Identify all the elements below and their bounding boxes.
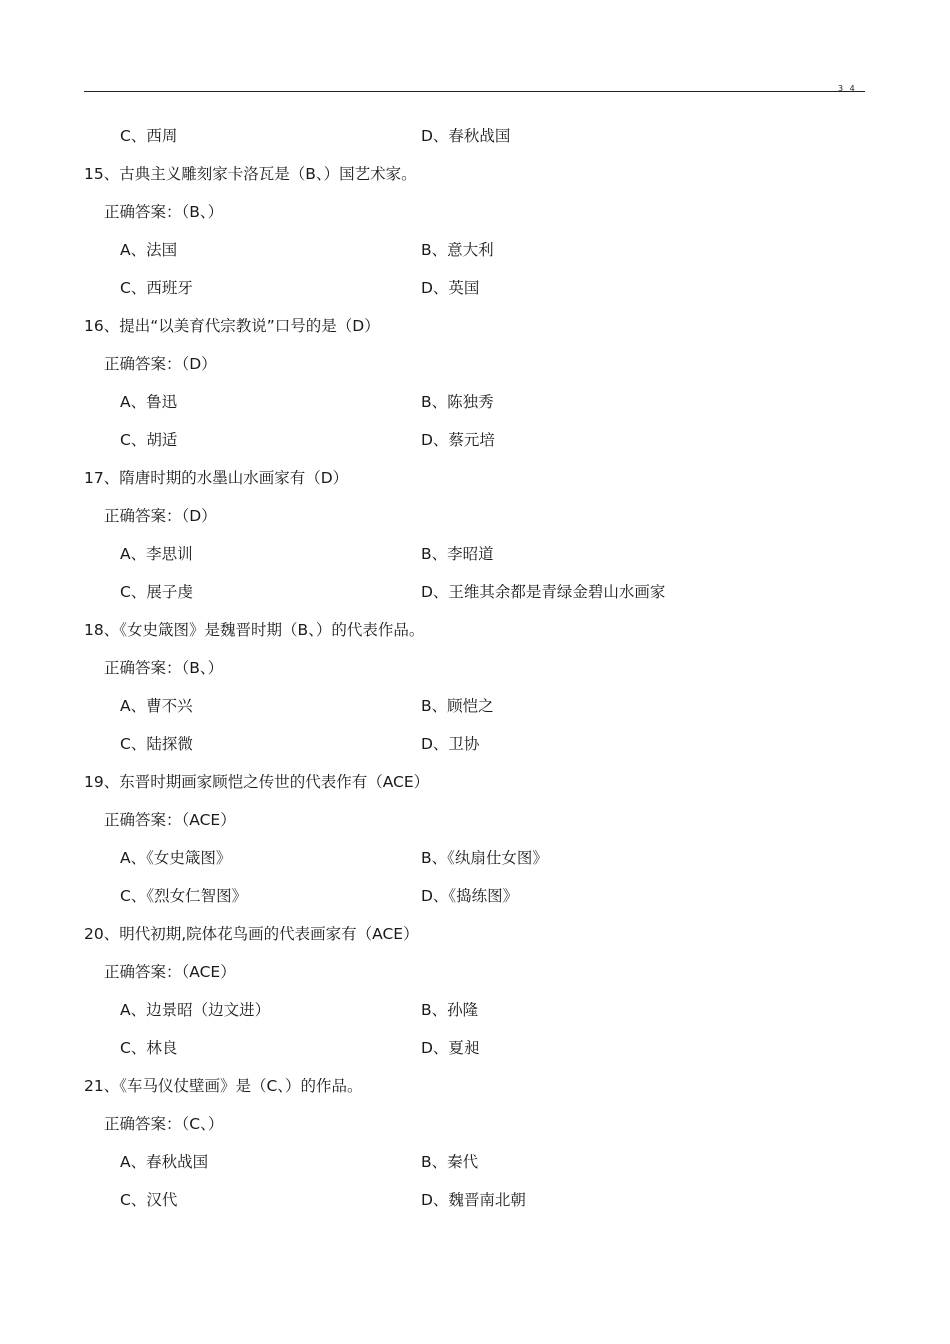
question-block [84,612,884,764]
option-row [84,574,884,612]
option-row [84,878,884,916]
option-b: B、《纨扇仕女图》 [421,849,548,868]
option-row [84,232,884,270]
option-row [84,270,884,308]
option-c: C、展子虔 [120,583,193,602]
correct-answer: 正确答案：（D） [104,507,217,526]
option-row [84,992,884,1030]
option-b: B、李昭道 [421,545,494,564]
correct-answer: 正确答案：（C、） [104,1115,224,1134]
option-c: C、陆探微 [120,735,193,754]
option-c: C、西周 [120,127,178,146]
question-block [84,764,884,916]
question-block [84,916,884,1068]
option-row [84,536,884,574]
option-row [84,1182,884,1220]
option-row [84,688,884,726]
option-c: C、西班牙 [120,279,193,298]
option-a: A、春秋战国 [120,1153,209,1172]
option-d: D、夏昶 [421,1039,480,1058]
question-text: 19、东晋时期画家顾恺之传世的代表作有（ACE） [84,773,430,792]
question-text: 15、古典主义雕刻家卡洛瓦是（B、）国艺术家。 [84,165,417,184]
correct-answer: 正确答案：（B、） [104,659,224,678]
question-block [84,156,884,308]
option-d: D、卫协 [421,735,480,754]
correct-answer: 正确答案：（D） [104,355,217,374]
option-c: C、《烈女仁智图》 [120,887,248,906]
question-block [84,1068,884,1220]
option-c: C、汉代 [120,1191,178,1210]
option-row [84,1030,884,1068]
option-b: B、顾恺之 [421,697,494,716]
question-text: 20、明代初期,院体花鸟画的代表画家有（ACE） [84,925,419,944]
page-number: 3 4 [838,84,857,93]
option-row [84,726,884,764]
option-c: C、林良 [120,1039,178,1058]
option-d: D、蔡元培 [421,431,495,450]
option-row [84,384,884,422]
option-row [84,1144,884,1182]
question-list [84,118,884,1220]
header-rule [84,91,865,92]
question-block [84,460,884,612]
correct-answer: 正确答案：（B、） [104,203,224,222]
option-d: D、王维其余都是青绿金碧山水画家 [421,583,666,602]
question-block [84,308,884,460]
option-d: D、春秋战国 [421,127,511,146]
option-a: A、边景昭（边文进） [120,1001,271,1020]
option-b: B、陈独秀 [421,393,494,412]
option-b: B、秦代 [421,1153,479,1172]
option-row [84,118,884,156]
question-text: 16、提出“以美育代宗教说”口号的是（D） [84,317,380,336]
option-a: A、法国 [120,241,178,260]
option-row [84,840,884,878]
option-a: A、曹不兴 [120,697,193,716]
option-a: A、《女史箴图》 [120,849,232,868]
option-d: D、《捣练图》 [421,887,519,906]
correct-answer: 正确答案：（ACE） [104,963,236,982]
option-d: D、魏晋南北朝 [421,1191,526,1210]
question-text: 17、隋唐时期的水墨山水画家有（D） [84,469,349,488]
correct-answer: 正确答案：（ACE） [104,811,236,830]
option-b: B、孙隆 [421,1001,479,1020]
option-b: B、意大利 [421,241,494,260]
option-c: C、胡适 [120,431,178,450]
option-d: D、英国 [421,279,480,298]
option-a: A、鲁迅 [120,393,178,412]
question-text: 21、《车马仪仗壁画》是（C、）的作品。 [84,1077,363,1096]
option-a: A、李思训 [120,545,193,564]
question-text: 18、《女史箴图》是魏晋时期（B、）的代表作品。 [84,621,425,640]
option-row [84,422,884,460]
